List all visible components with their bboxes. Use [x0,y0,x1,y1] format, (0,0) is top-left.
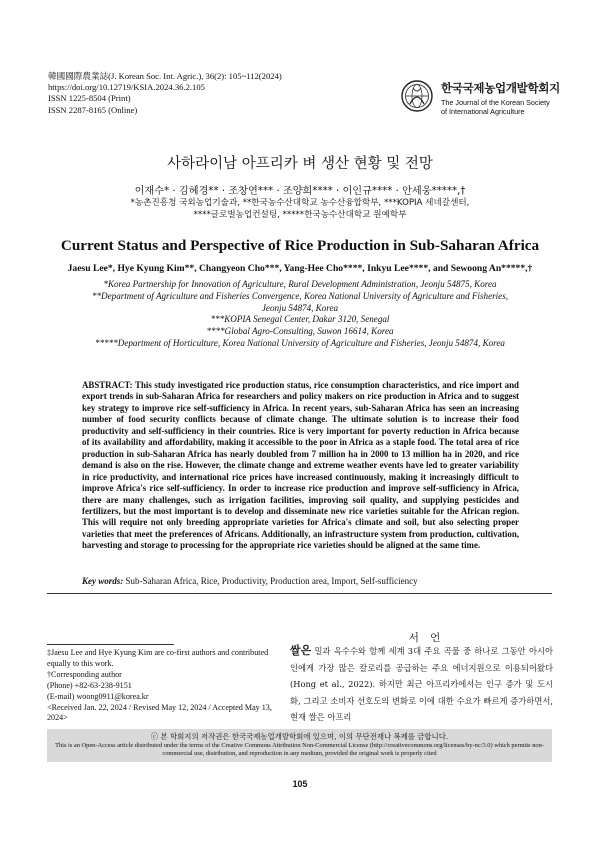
society-emblem-icon [401,80,433,112]
footnote-email: (E-mail) woong0911@korea.kr [47,691,149,701]
introduction-text: 밀과 옥수수와 함께 세계 3대 주요 곡물 중 하나로 그동안 아시아인에게 가장 많은 칼로리를 공급하는 주요 에너지원으로 이용되어왔다(Hong et al., 2022). 하지만 최근 아프리카에서는 인구 증가 및 도시화, 그리고 소비자 선호도의 변화로 이에 대한 수요가 빠르게 증가하면서, 현재 쌀은 아프리 [290,646,553,723]
journal-header [48,71,282,116]
korean-authors: 이재수* · 김혜경** · 조창연*** · 조양희**** · 이인규**** · 안세웅*****,† [134,186,466,197]
introduction-heading: 서 언 [408,632,445,644]
footnote-corresponding: †Corresponding author [47,669,122,679]
footnotes [47,648,284,724]
abstract: ABSTRACT: This study investigated rice production status, rice consumption characteristics, and rice import and export trends in sub-Saharan Africa for researchers and policy makers on rice production in Africa and to suggest key strategy to improve rice self-sufficiency in Africa. In recent years, sub-Saharan Africa has seen an increasing number of food security conflicts because of climate change. The ultimate solution is to increase their food productivity and self-sufficiency in their countries. Rice is very important for poverty reduction in Africa because of its availability and affordability, making it accessible to the poor in Africa as a staple food. The total area of rice production in sub-Saharan Africa has nearly doubled from 7 million ha in 2000 to 13 million ha in 2020, and rice demand is also on the rise. However, the climate change and extreme weather events have led to greater variability in rice productivity, and international rice prices have increased continuously, making it increasingly difficult to improve Africa's rice self-sufficiency. In order to increase rice production and improve self-sufficiency in Africa, there are many challenges, such as irrigation facilities, improving soil quality, and supplying pesticides and fertilizers, but the most important is to develop and disseminate new rice varieties suitable for the African region. This will require not only breeding appropriate varieties for Africa's climate and soil, but also selecting proper varieties that meet the preferences of Africans. Additionally, an infrastructure system from production, cultivation, harvesting and storage to processing for the appropriate rice varieties should be aligned at the same time. [82,380,519,551]
society-name-korean: 한국국제농업개발학회지 [441,81,560,95]
keywords-label: Key words: [82,576,124,586]
open-access-notice: This is an Open-Access article distributed under the terms of the Creative Commons Attribution Non-Commercial License (http://creativecommons.org/licenses/by-nc/3.0) which permits non-commercial use, distribution, and reproduction in any medium, provided the original work is properly cited [55,742,544,758]
footnote-cofirst: ‡Jaesu Lee and Hye Kyung Kim are co-first authors and contributed equally to this work. [47,648,269,668]
affiliation-line: **Department of Agriculture and Fisheries Convergence, Korea National University of Agriculture and Fisheries, [91,290,509,301]
journal-citation: 韓國國際農業誌(J. Korean Soc. Int. Agric.), 36(2): 105~112(2024) [48,71,282,81]
footnote-divider [47,644,174,645]
section-divider [47,593,552,594]
affiliation-line: ****Global Agro-Consulting, Suwon 16614, Korea [206,326,394,337]
introduction-body [290,643,553,726]
korean-affiliations: *농촌진흥청 국외농업기술과, **한국농수산대학교 농수산융합학부, ***KOPIA 세네갈센터, ****글로벌농업컨설팅, *****한국농수산대학교 원예학부 [130,198,470,220]
page-number: 105 [292,779,308,789]
affiliation-line: *****Department of Horticulture, Korea National University of Agriculture and Fisheries, Jeonju 54874, Korea [95,337,505,348]
footnote-dates: <Received Jan. 22, 2024 / Revised May 12, 2024 / Accepted May 13, 2024> [47,702,272,723]
issn-print: ISSN 1225-8504 (Print) [48,93,131,104]
copyright-notice: ⓒ 본 학회지의 저작권은 한국국제농업개발학회에 있으며, 이의 무단전재나 복제를 금합니다. [150,732,449,741]
introduction-lead-word: 쌀은 [290,644,312,657]
license-box [47,729,552,762]
society-name [441,80,560,116]
english-authors: Jaesu Lee*, Hye Kyung Kim**, Changyeon Cho***, Yang-Hee Cho****, Inkyu Lee****, and Sewoong An*****,† [67,263,533,274]
issn-online: ISSN 2287-8165 (Online) [48,104,138,115]
affiliation-line: *Korea Partnership for Innovation of Agriculture, Rural Development Administration, Jeonju 54875, Korea [103,279,497,289]
korean-title: 사하라이남 아프리카 벼 생산 현황 및 전망 [167,156,433,172]
keywords [82,576,519,586]
affiliation-line: ***KOPIA Senegal Center, Dakar 3120, Senegal [210,314,390,325]
society-name-english: The Journal of the Korean Society of International Agriculture [441,98,550,116]
affiliation-line: Jeonju 54874, Korea [261,302,339,313]
english-title: Current Status and Perspective of Rice Production in Sub-Saharan Africa [60,237,540,254]
footnote-phone: (Phone) +82-63-238-9151 [47,680,132,690]
keywords-list: Sub-Saharan Africa, Rice, Productivity, Production area, Import, Self-sufficiency [125,576,418,586]
doi-link[interactable]: https://doi.org/10.12719/KSIA.2024.36.2.105 [48,82,205,93]
english-affiliations [40,279,560,350]
